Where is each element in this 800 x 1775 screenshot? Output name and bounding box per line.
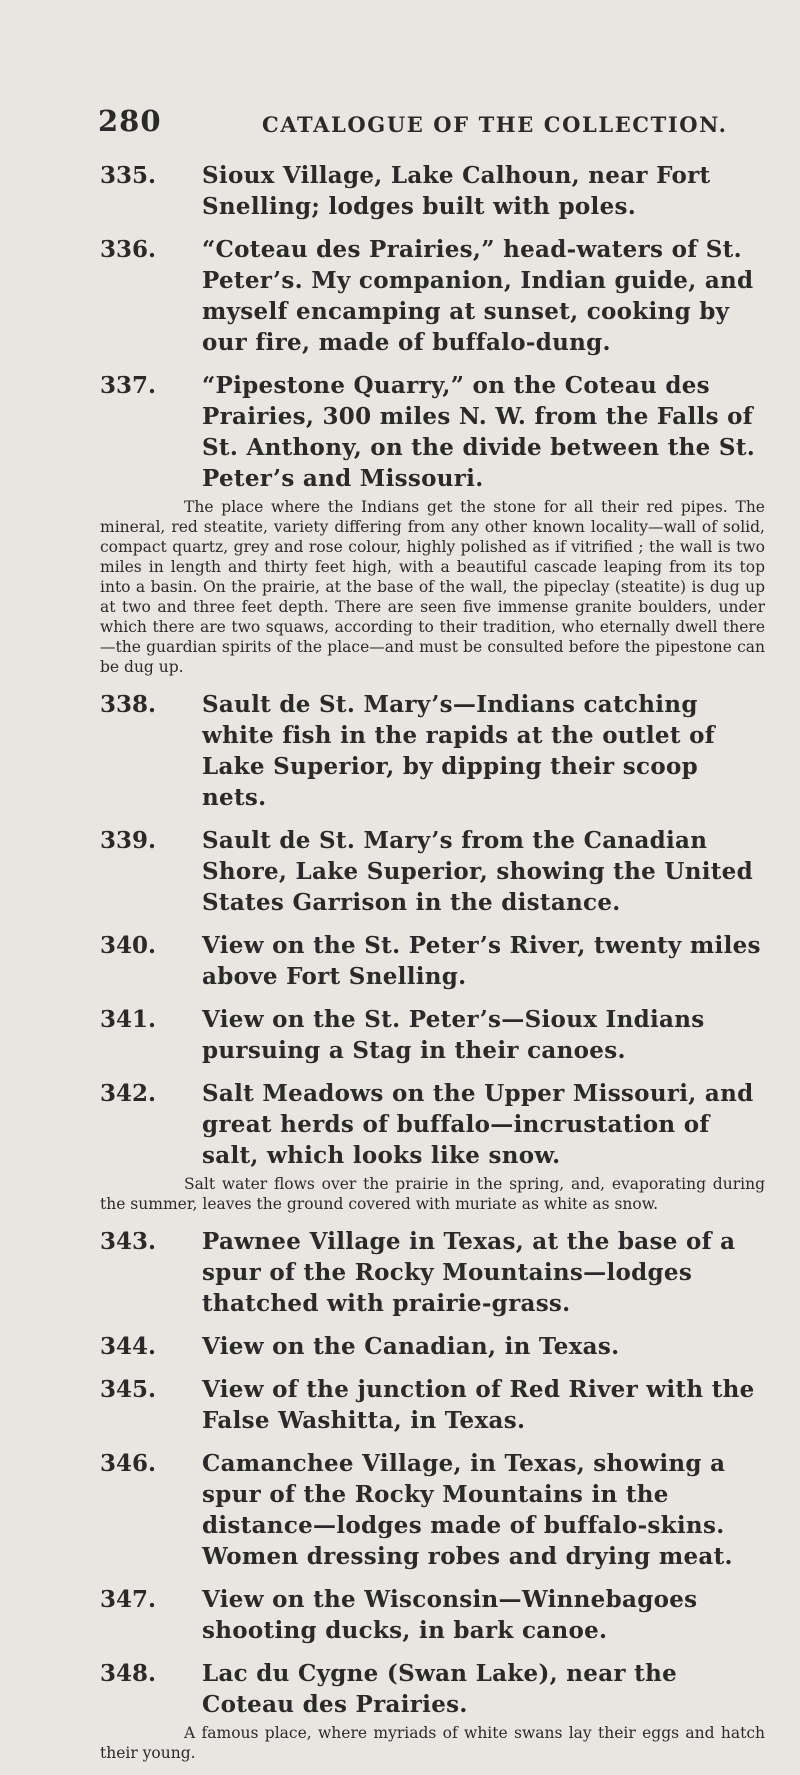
entry-title: Sault de St. Mary’s—Indians catching white fish in the rapids at the outlet of Lake Superior, by dipping their scoop nets.	[202, 691, 715, 811]
entry-list	[100, 160, 765, 1775]
entry-number: 337.	[100, 372, 157, 399]
entry-note: A famous place, where myriads of white swans lay their eggs and hatch their young.	[100, 1724, 765, 1762]
entry-number: 335.	[100, 162, 157, 189]
catalogue-entry-347	[100, 1584, 765, 1646]
catalogue-entry-346	[100, 1448, 765, 1572]
catalogue-entry-338	[100, 689, 765, 813]
page-number: 280	[98, 104, 162, 138]
catalogue-entry-340	[100, 930, 765, 992]
entry-number: 347.	[100, 1586, 157, 1613]
entry-number: 343.	[100, 1228, 157, 1255]
entry-title: View on the St. Peter’s River, twenty miles above Fort Snelling.	[202, 932, 761, 990]
catalogue-entry-344	[100, 1331, 765, 1362]
entry-number: 348.	[100, 1660, 157, 1687]
entry-number: 342.	[100, 1080, 157, 1107]
entry-number: 338.	[100, 691, 157, 718]
catalogue-entry-345	[100, 1374, 765, 1436]
entry-number: 336.	[100, 236, 157, 263]
catalogue-entry-336	[100, 234, 765, 358]
entry-title: View on the Wisconsin—Winnebagoes shooting ducks, in bark canoe.	[202, 1586, 698, 1644]
entry-title: Lac du Cygne (Swan Lake), near the Coteau des Prairies.	[202, 1660, 678, 1718]
entry-title: Pawnee Village in Texas, at the base of a spur of the Rocky Mountains—lodges thatched with prairie-grass.	[202, 1228, 736, 1317]
entry-number: 344.	[100, 1333, 157, 1360]
entry-title: Salt Meadows on the Upper Missouri, and great herds of buffalo—incrustation of salt, which looks like snow.	[202, 1080, 754, 1169]
entry-title: View of the junction of Red River with the False Washitta, in Texas.	[202, 1376, 755, 1434]
entry-note: Salt water flows over the prairie in the spring, and, evaporating during the summer, leaves the ground covered with muriate as white as snow.	[100, 1175, 765, 1213]
entry-note: The place where the Indians get the stone for all their red pipes. The mineral, red steatite, variety differing from any other known locality—wall of solid, compact quartz, grey and rose colour, highly polished as if vitrified ; the wall is two miles in length and thirty feet high, with a beautiful cascade leaping from its top into a basin. On the prairie, at the base of the wall, the pipeclay (steatite) is dug up at two and three feet depth. There are seen five immense granite boulders, under which there are two squaws, according to their tradition, who eternally dwell there—the guardian spirits of the place—and must be consulted before the pipestone can be dug up.	[100, 498, 765, 676]
catalogue-entry-342	[100, 1078, 765, 1214]
catalogue-entry-339	[100, 825, 765, 918]
catalogue-entry-341	[100, 1004, 765, 1066]
entry-title: View on the Canadian, in Texas.	[202, 1333, 620, 1360]
entry-number: 341.	[100, 1006, 157, 1033]
catalogue-entry-337	[100, 370, 765, 677]
entry-number: 345.	[100, 1376, 157, 1403]
entry-title: View on the St. Peter’s—Sioux Indians pursuing a Stag in their canoes.	[202, 1006, 705, 1064]
catalogue-entry-335	[100, 160, 765, 222]
running-title: CATALOGUE OF THE COLLECTION.	[262, 112, 728, 137]
entry-number: 340.	[100, 932, 157, 959]
entry-title: Camanchee Village, in Texas, showing a spur of the Rocky Mountains in the distance—lodges made of buffalo-skins. Women dressing robes and drying meat.	[202, 1450, 733, 1570]
entry-title: “Coteau des Prairies,” head-waters of St. Peter’s. My companion, Indian guide, and myself encamping at sunset, cooking by our fire, made of buffalo-dung.	[202, 236, 754, 356]
entry-title: Sault de St. Mary’s from the Canadian Shore, Lake Superior, showing the United States Garrison in the distance.	[202, 827, 753, 916]
entry-title: “Pipestone Quarry,” on the Coteau des Prairies, 300 miles N. W. from the Falls of St. Anthony, on the divide between the St. Peter’s and Missouri.	[202, 372, 756, 492]
entry-title: Sioux Village, Lake Calhoun, near Fort Snelling; lodges built with poles.	[202, 162, 711, 220]
catalogue-entry-348	[100, 1658, 765, 1763]
catalogue-entry-343	[100, 1226, 765, 1319]
entry-number: 339.	[100, 827, 157, 854]
entry-number: 346.	[100, 1450, 157, 1477]
